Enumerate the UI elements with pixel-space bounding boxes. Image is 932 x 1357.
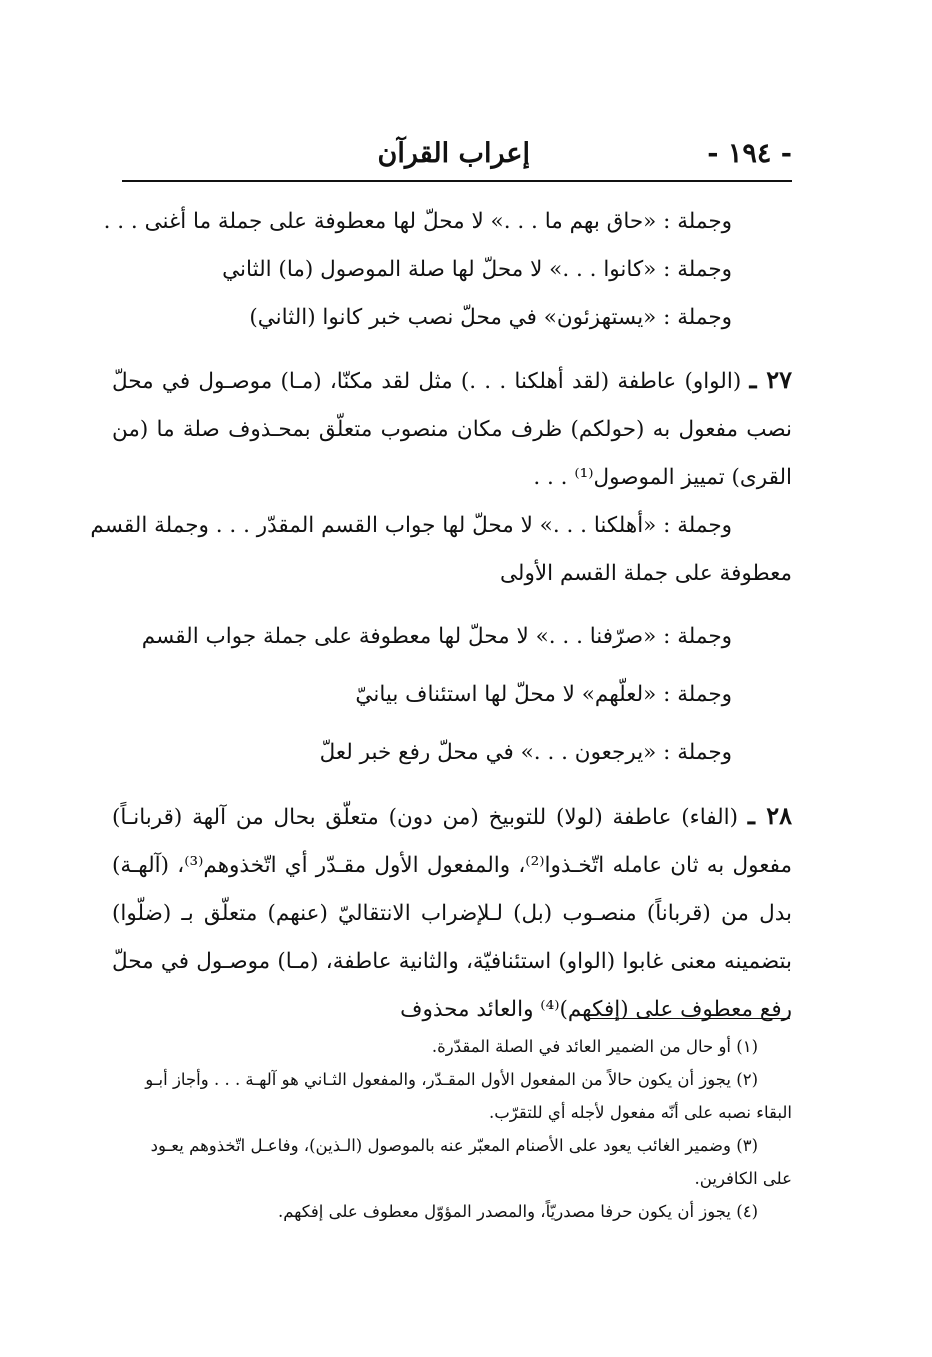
paragraph-28-line: بتضمينه معنى غابوا (الواو) استئنافيّة، والثانية عاطفة، (مـا) موصـول في محلّ [112, 949, 792, 974]
paragraph-27-line: القرى) تمييز الموصول⁽¹⁾ . . . [533, 465, 792, 490]
sentence-line: وجملة : «يرجعون . . .» في محلّ رفع خبر لعلّ [319, 740, 732, 765]
paragraph-number: ٢٨ ـ [747, 801, 793, 830]
running-title: إعراب القرآن [377, 138, 530, 169]
paragraph-28-line: مفعول به ثان عامله اتّخـذوا⁽²⁾، والمفعول الأول مقـدّر أي اتّخذوهم⁽³⁾، (آلهـة) [112, 853, 793, 878]
sentence-line: وجملة : «لعلّهم» لا محلّ لها استئناف بيانيّ [355, 682, 732, 707]
sentence-line: وجملة : «صرّفنا . . .» لا محلّ لها معطوفة على جملة جواب القسم [141, 624, 732, 649]
header-rule [122, 180, 792, 182]
paragraph-27-line [112, 356, 792, 406]
footnote: (٤) يجوز أن يكون حرفا مصدريّاً، والمصدر المؤوّل معطوف على إفكهم. [277, 1202, 758, 1221]
footnote-separator [590, 1018, 790, 1019]
paragraph-28-line [112, 792, 792, 842]
sentence-line: وجملة : «أهلكنا . . .» لا محلّ لها جواب القسم المقدّر . . . وجملة القسم [90, 513, 732, 538]
paragraph-text: (الواو) عاطفة (لقد أهلكنا . . .) مثل لقد مكنّا، (مـا) موصـول في محلّ [112, 369, 742, 394]
paragraph-text: (الفاء) عاطفة (لولا) للتوبيخ (من دون) متعلّق بحال من آلهة (قربانـاً) [112, 805, 739, 830]
main-text [90, 198, 793, 1034]
footnotes [112, 1030, 792, 1228]
sentence-line: وجملة : «كانوا . . .» لا محلّ لها صلة الموصول (ما) الثاني [222, 257, 732, 282]
footnote-continuation: على الكافرين. [694, 1169, 792, 1188]
footnote: (٣) وضمير الغائب يعود على الأصنام المعبّر عنه بالموصول (الـذين)، وفاعـل اتّخذوهم يعـود [150, 1136, 758, 1155]
sentence-line: معطوفة على جملة القسم الأولى [500, 561, 792, 586]
paragraph-28-line: رفع معطوف على (إفكهم)⁽⁴⁾ والعائد محذوف [400, 997, 792, 1022]
paragraph-27-line: نصب مفعول به (حولكم) ظرف مكان منصوب متعلّق بمحـذوف صلة ما (من [112, 417, 792, 442]
sentence-line: وجملة : «حاق بهم ما . . .» لا محلّ لها معطوفة على جملة ما أغنى . . . [103, 209, 732, 234]
page-header [122, 138, 792, 180]
paragraph-number: ٢٧ ـ [749, 365, 792, 394]
sentence-line: وجملة : «يستهزئون» في محلّ نصب خبر كانوا (الثاني) [249, 305, 732, 330]
footnote-continuation: البقاء نصبه على أنّه مفعول لأجله أي للتقرّب. [488, 1103, 792, 1122]
page-number: - ١٩٤ - [707, 138, 792, 169]
footnote: (١) أو حال من الضمير العائد في الصلة المقدّرة. [431, 1037, 758, 1056]
footnote: (٢) يجوز أن يكون حالاً من المفعول الأول المقـدّر، والمفعول الثـاني هو آلهـة . . . وأجاز أبـو [145, 1070, 758, 1089]
paragraph-28-line: بدل من (قرباناً) منصـوب (بل) لـلإضراب الانتقاليّ (عنهم) متعلّق بـ (ضلّوا) [112, 901, 792, 926]
